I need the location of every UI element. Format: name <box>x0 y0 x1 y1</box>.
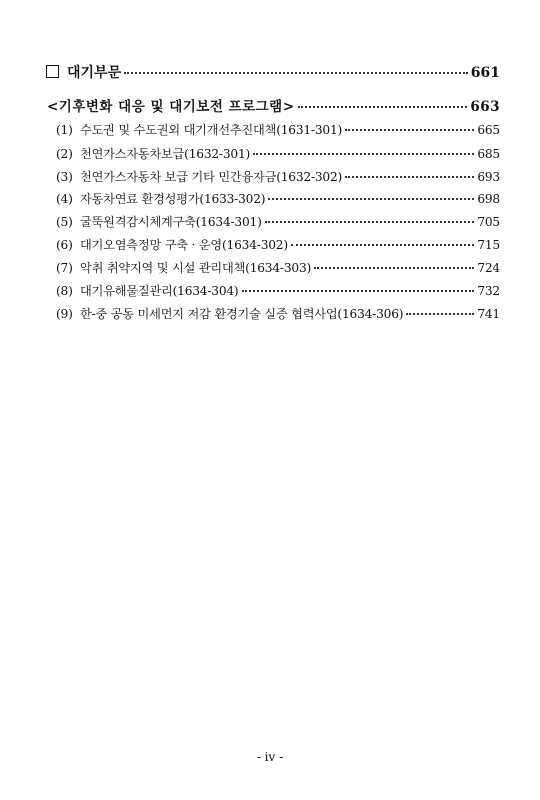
entry-page-number: 665 <box>477 123 500 137</box>
dot-leader <box>124 72 468 74</box>
dot-leader <box>298 106 468 108</box>
entry-page-number: 715 <box>477 238 500 252</box>
subsection-page-number: 663 <box>470 99 500 115</box>
dot-leader <box>291 244 474 246</box>
entry-title: 천연가스자동차보급(1632-301) <box>80 147 251 161</box>
toc-entry <box>56 282 500 299</box>
toc-entry <box>56 168 500 185</box>
toc-entry <box>56 190 500 207</box>
entry-number: (1) <box>56 123 73 137</box>
entry-number: (9) <box>56 307 73 321</box>
toc-entry <box>56 259 500 276</box>
entry-page-number: 698 <box>477 192 500 206</box>
entry-number: (5) <box>56 215 73 229</box>
dot-leader <box>345 176 474 178</box>
entry-title: 한-중 공동 미세먼지 저감 환경기술 실증 협력사업(1634-306) <box>80 307 404 321</box>
entry-page-number: 732 <box>477 284 500 298</box>
toc-entry <box>56 121 500 138</box>
entry-page-number: 693 <box>477 170 500 184</box>
section-title: 대기부문 <box>67 65 122 81</box>
entry-number: (4) <box>56 192 73 206</box>
dot-leader <box>406 313 474 315</box>
entry-title: 악취 취약지역 및 시설 관리대책(1634-303) <box>80 261 312 275</box>
dot-leader <box>265 221 475 223</box>
entry-number: (2) <box>56 147 73 161</box>
section-heading <box>46 62 500 82</box>
entry-number: (8) <box>56 284 73 298</box>
toc-entry <box>56 213 500 230</box>
dot-leader <box>253 153 474 155</box>
entry-title: 대기유해물질관리(1634-304) <box>80 284 239 298</box>
dot-leader <box>242 290 475 292</box>
toc-entry <box>56 305 500 322</box>
toc-entry <box>56 236 500 253</box>
section-page-number: 661 <box>470 65 500 81</box>
subsection-heading <box>47 95 500 115</box>
entry-title: 천연가스자동차 보급 기타 민간융자금(1632-302) <box>80 170 343 184</box>
entry-number: (3) <box>56 170 73 184</box>
subsection-title: <기후변화 대응 및 대기보전 프로그램> <box>47 99 295 115</box>
dot-leader <box>314 267 474 269</box>
entry-page-number: 705 <box>477 215 500 229</box>
entry-page-number: 724 <box>477 261 500 275</box>
checkbox-square-icon <box>46 65 59 78</box>
entry-number: (6) <box>56 238 73 252</box>
page-folio: - iv - <box>256 750 284 764</box>
dot-leader <box>345 129 474 131</box>
entry-title: 대기오염측정망 구축 · 운영(1634-302) <box>80 238 288 252</box>
toc-entry <box>56 145 500 162</box>
entry-page-number: 685 <box>477 147 500 161</box>
entry-number: (7) <box>56 261 73 275</box>
entry-title: 굴뚝원격감시체계구축(1634-301) <box>80 215 262 229</box>
dot-leader <box>268 198 474 200</box>
entry-title: 수도권 및 수도권외 대기개선추진대책(1631-301) <box>80 123 343 137</box>
entry-page-number: 741 <box>477 307 500 321</box>
entry-title: 자동차연료 환경성평가(1633-302) <box>80 192 266 206</box>
